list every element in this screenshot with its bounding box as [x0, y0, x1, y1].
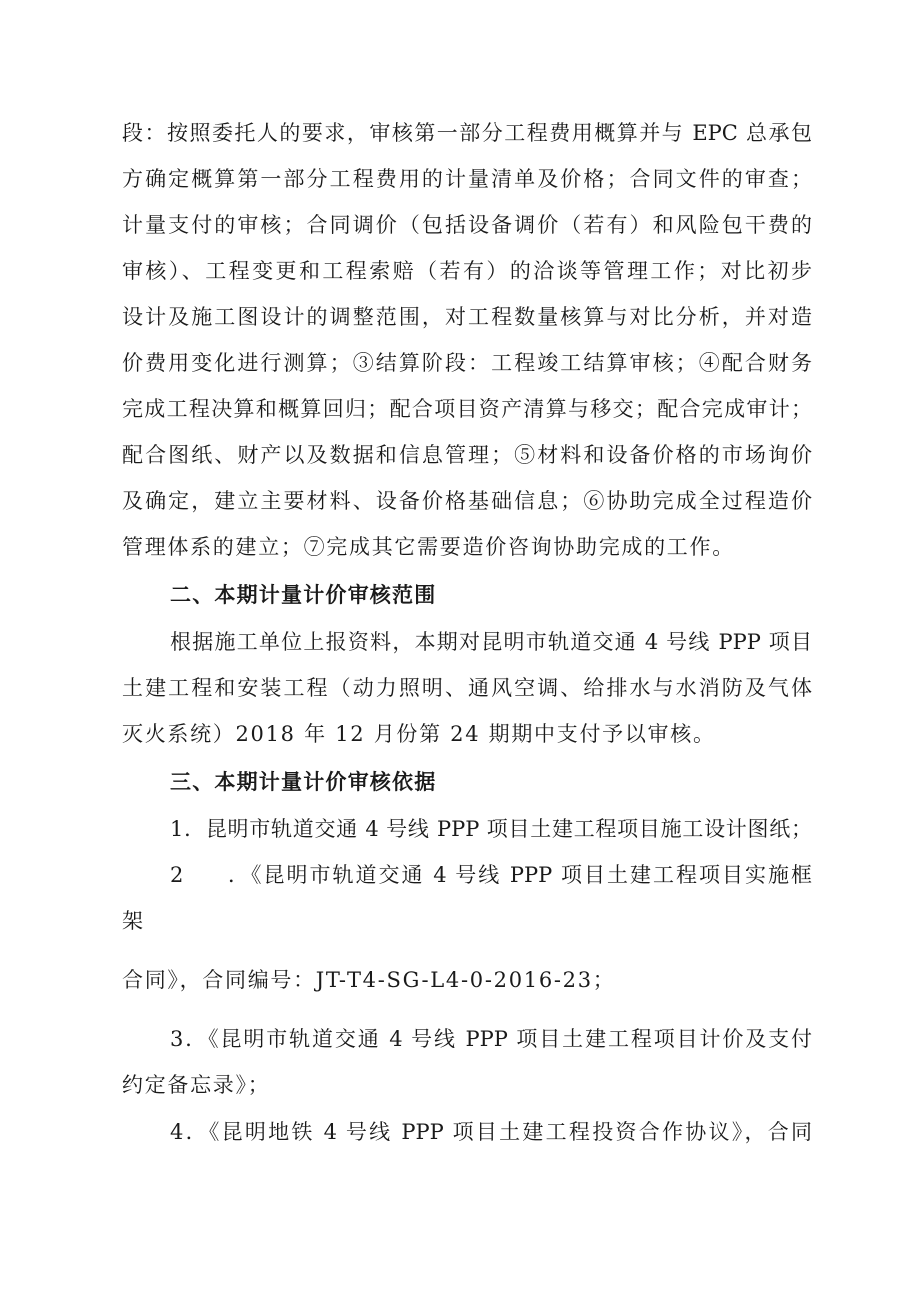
section-heading: 三、本期计量计价审核依据 [170, 770, 437, 794]
paragraph-line: 方确定概算第一部分工程费用的计量清单及价格；合同文件的审查； [122, 167, 812, 191]
list-item: 3．《昆明市轨道交通 4 号线 PPP 项目土建工程项目计价及支付 [170, 1027, 812, 1051]
list-item: ．《昆明市轨道交通 4 号线 PPP 项目土建工程项目实施框 [228, 863, 812, 887]
list-item: 1．昆明市轨道交通 4 号线 PPP 项目土建工程项目施工设计图纸； [170, 817, 812, 841]
list-item-continuation: 约定备忘录》； [122, 1073, 271, 1097]
list-item-continuation: 架 [122, 909, 145, 933]
paragraph-line: 完成工程决算和概算回归；配合项目资产清算与移交；配合完成审计； [122, 397, 812, 421]
list-item: 4．《昆明地铁 4 号线 PPP 项目土建工程投资合作协议》，合同 [170, 1120, 812, 1144]
paragraph-line: 审核）、工程变更和工程索赔（若有）的洽谈等管理工作；对比初步 [122, 259, 812, 283]
paragraph-line: 根据施工单位上报资料，本期对昆明市轨道交通 4 号线 PPP 项目 [170, 630, 812, 654]
paragraph-line: 计量支付的审核；合同调价（包括设备调价（若有）和风险包干费的 [122, 213, 812, 237]
paragraph-line: 价费用变化进行测算；③结算阶段：工程竣工结算审核；④配合财务 [122, 351, 812, 375]
paragraph-line: 及确定，建立主要材料、设备价格基础信息；⑥协助完成全过程造价 [122, 489, 812, 513]
list-item-number: 2 [170, 863, 184, 887]
paragraph-line: 段：按照委托人的要求，审核第一部分工程费用概算并与 EPC 总承包 [122, 121, 812, 145]
paragraph-line: 土建工程和安装工程（动力照明、通风空调、给排水与水消防及气体 [122, 676, 812, 700]
paragraph-line: 灭火系统）2018 年 12 月份第 24 期期中支付予以审核。 [122, 722, 716, 746]
paragraph-line: 配合图纸、财产以及数据和信息管理；⑤材料和设备价格的市场询价 [122, 443, 812, 467]
paragraph-line: 管理体系的建立；⑦完成其它需要造价咨询协助完成的工作。 [122, 535, 735, 559]
list-item-continuation: 合同》，合同编号：JT-T4-SG-L4-0-2016-23； [122, 968, 616, 992]
paragraph-line: 设计及施工图设计的调整范围，对工程数量核算与对比分析，并对造 [122, 305, 812, 329]
section-heading: 二、本期计量计价审核范围 [170, 583, 437, 607]
